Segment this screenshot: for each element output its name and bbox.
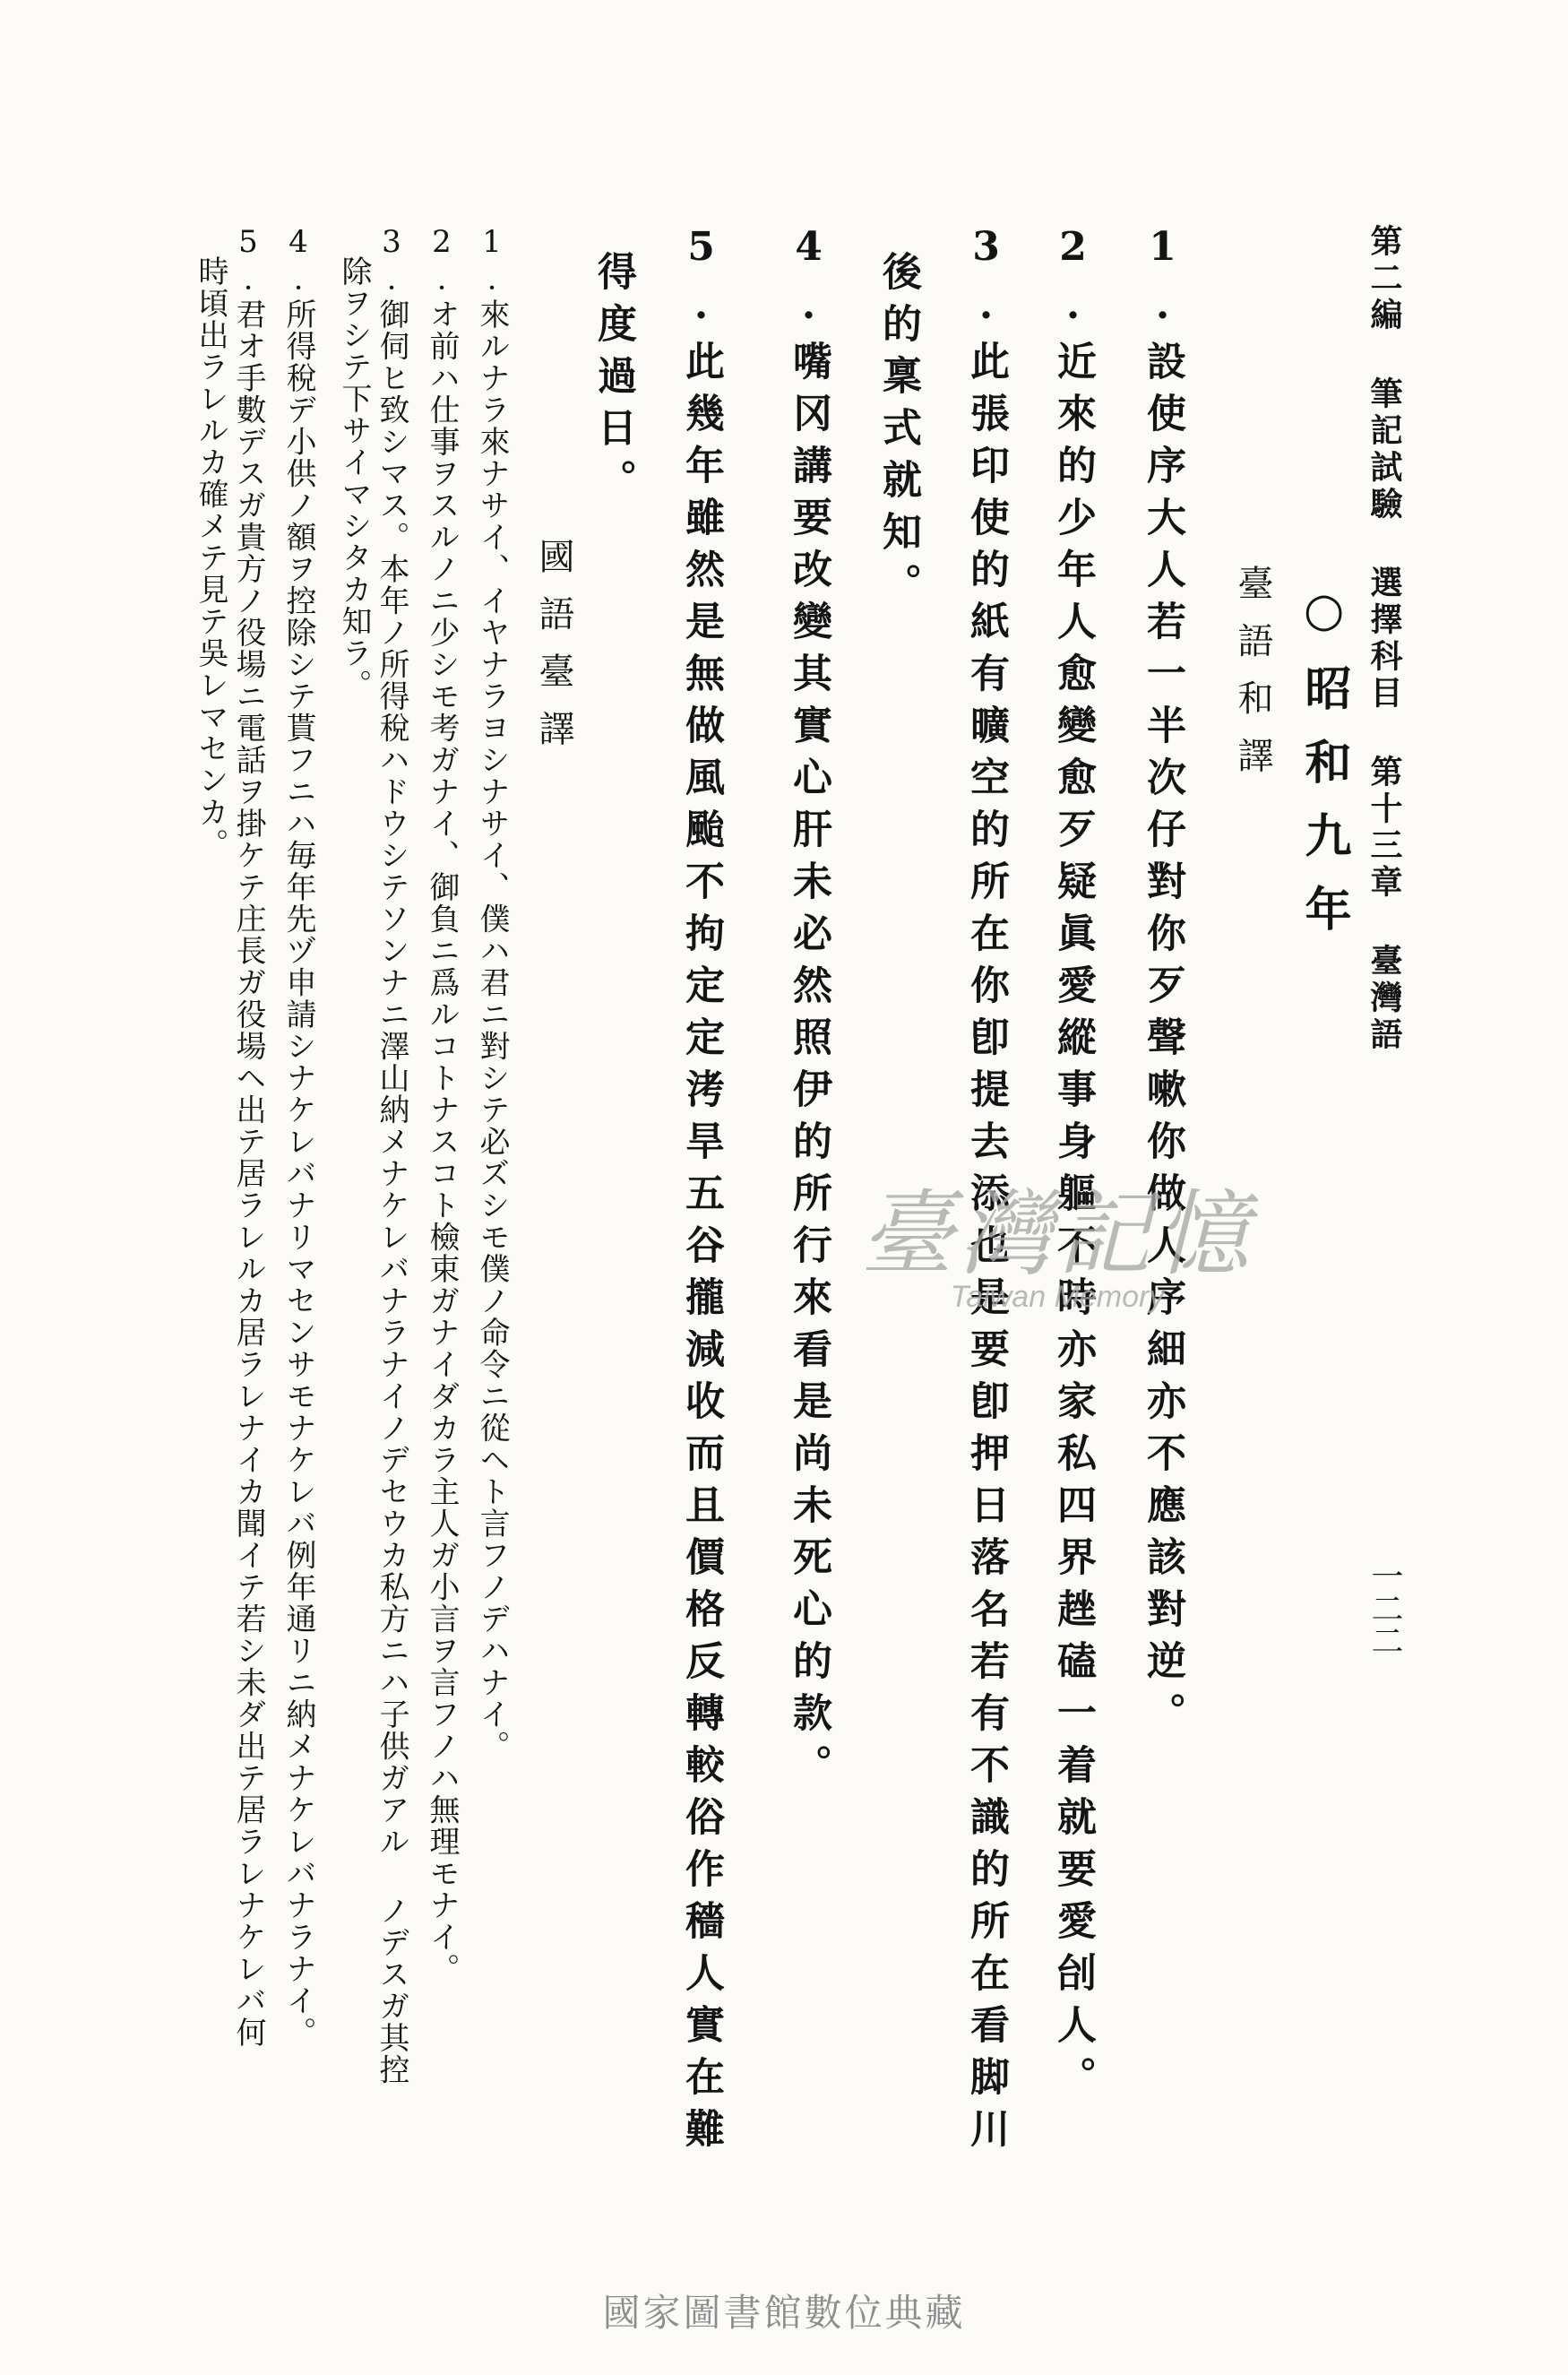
part2-line-7: 時頃出ラレルカ確メテ見テ吳レマセンカ。 bbox=[193, 255, 228, 860]
part2-line-5: 4.所得稅デ小供ノ額ヲ控除シテ貰フニハ毎年先ヅ申請シナケレバナリマセンサモナケレバ例年通リニ納メナケレバナラナイ。 bbox=[280, 224, 316, 2049]
part1-line-7: 得度過日。 bbox=[590, 251, 636, 511]
section-title: ○昭和九年 bbox=[1297, 583, 1351, 958]
running-header: 第二編 筆記試驗 選擇科目 第十三章 臺灣語 bbox=[1366, 224, 1403, 1054]
part2-line-2: 2.オ前ハ仕事ヲスルノニ少シモ考ガナイ、御負ニ爲ルコトナスコト檢束ガナイダカラ主人ガ小言ヲ言フノハ無理モナイ。 bbox=[424, 224, 460, 1985]
part1-line-2: 2.近來的少年人愈變愈歹疑眞愛縱事身軀不時亦家私四界趖磕一着就要愛刣人。 bbox=[1050, 224, 1096, 2108]
part1-line-3: 3.此張印使的紙有曠空的所在你卽提去添也是要卽押日落名若有不識的所在看脚川 bbox=[963, 224, 1009, 2160]
watermark-sub: Taiwan Memory bbox=[950, 1280, 1165, 1315]
part2-line-3: 3.御伺ヒ致シマス。本年ノ所得稅ハドウシテソンナニ澤山納メナケレバナラナイノデセウカ私方ニハ子供ガアル ノデスガ其控 bbox=[374, 224, 409, 2086]
part1-line-1: 1.設使序大人若一半次仔對你歹聲嗽你做人序細亦不應該對逆。 bbox=[1140, 224, 1185, 1744]
page-number: 一二二 bbox=[1366, 1559, 1403, 1656]
part1-line-5: 4.嘴冈講要改變其實心肝未必然照伊的所行來看是尚未死心的款。 bbox=[786, 224, 831, 1796]
watermark-main: 臺灣記憶 bbox=[859, 1179, 1254, 1289]
part2-line-1: 1.來ルナラ來ナサイ、イヤナラヨシナサイ、僕ハ君ニ對シテ必ズシモ僕ノ命令ニ從ヘト言フノデハナイ。 bbox=[474, 224, 510, 1762]
part2-line-6: 5.君オ手數デスガ貴方ノ役場ニ電話ヲ掛ケテ庄長ガ役場ヘ出テ居ラレルカ居ラレナイカ聞イテ若シ未ダ出テ居ラレナケレバ何 bbox=[230, 224, 266, 2049]
part1-title: 臺語和譯 bbox=[1232, 565, 1273, 794]
footer-archive-label: 國家圖書館數位典藏 bbox=[602, 2291, 966, 2335]
part2-line-4: 除ヲシテ下サイマシタカ知ラ。 bbox=[336, 255, 372, 701]
part1-line-6: 5.此幾年雖然是無做風颱不拘定定洘旱五谷攏減收而且價格反轉較俗作穡人實在難 bbox=[678, 224, 724, 2160]
part2-title: 國語臺譯 bbox=[533, 538, 574, 767]
part1-line-4: 後的稟式就知。 bbox=[875, 251, 921, 615]
